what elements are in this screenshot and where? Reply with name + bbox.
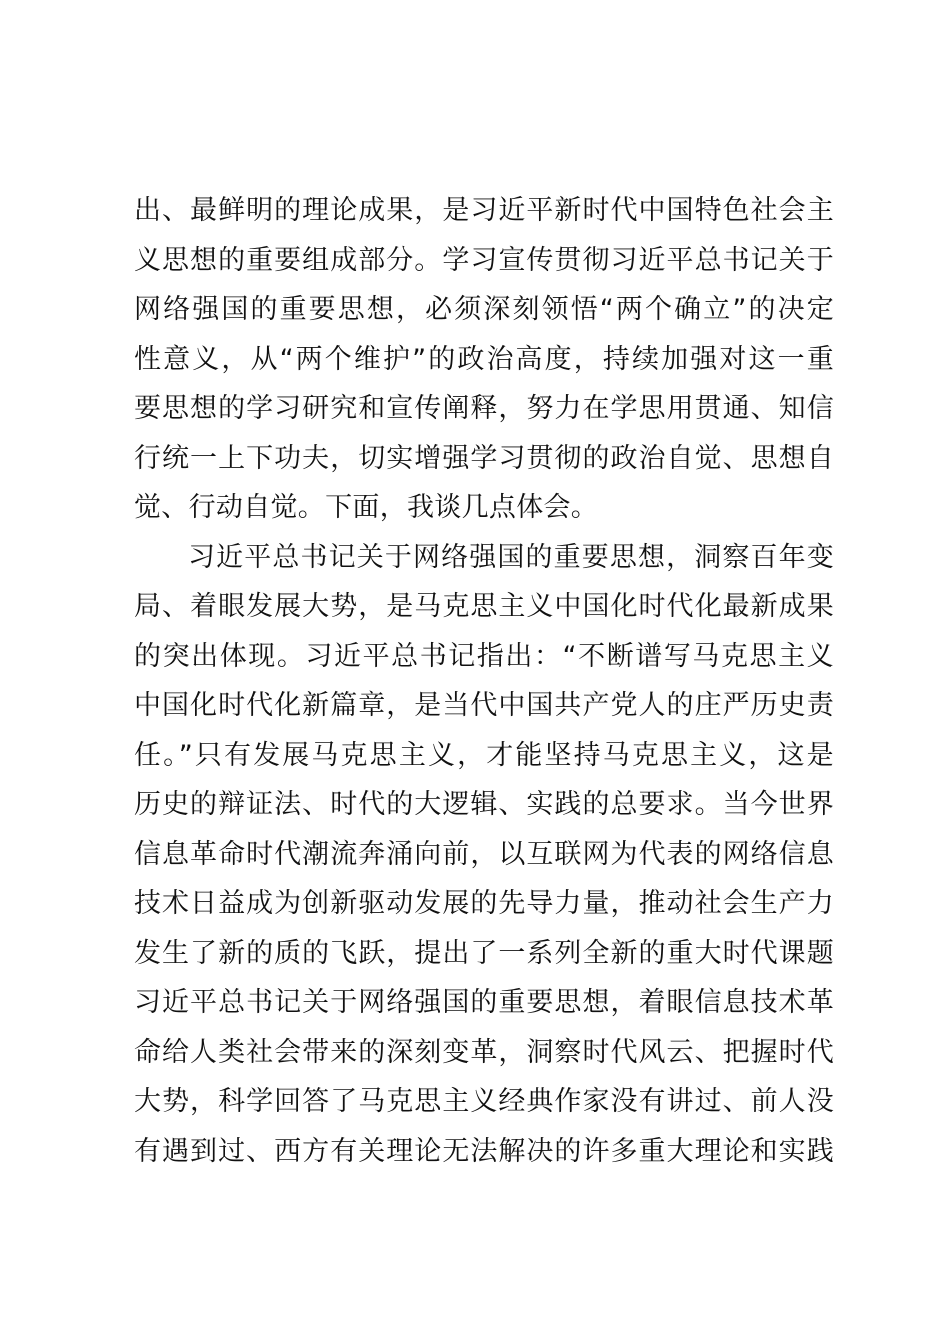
text-line: 性意义，从“两个维护”的政治高度，持续加强对这一重 <box>134 343 834 375</box>
text-line: 网络强国的重要思想，必须深刻领悟“两个确立”的决定 <box>134 294 834 325</box>
text-line: 习近平总书记关于网络强国的重要思想，着眼信息技术革 <box>134 987 834 1018</box>
text-line: 觉、行动自觉。下面，我谈几点体会。 <box>134 492 599 523</box>
text-line: 行统一上下功夫，切实增强学习贯彻的政治自觉、思想自 <box>134 442 834 474</box>
text-line: 义思想的重要组成部分。学习宣传贯彻习近平总书记关于 <box>134 244 834 276</box>
text-line: 命给人类社会带来的深刻变革，洞察时代风云、把握时代 <box>134 1036 834 1068</box>
text-line: 局、着眼发展大势，是马克思主义中国化时代化最新成果 <box>134 591 834 622</box>
text-line: 出、最鲜明的理论成果，是习近平新时代中国特色社会主 <box>134 195 834 226</box>
text-line: 中国化时代化新篇章，是当代中国共产党人的庄严历史责 <box>134 690 834 721</box>
text-line: 任。”只有发展马克思主义，才能坚持马克思主义，这是 <box>134 739 834 771</box>
text-line: 技术日益成为创新驱动发展的先导力量，推动社会生产力 <box>134 888 834 919</box>
text-line: 要思想的学习研究和宣传阐释，努力在学思用贯通、知信 <box>134 393 834 424</box>
text-line: 历史的辩证法、时代的大逻辑、实践的总要求。当今世界 <box>134 789 834 820</box>
text-line: 发生了新的质的飞跃，提出了一系列全新的重大时代课题 <box>134 937 834 969</box>
text-line: 的突出体现。习近平总书记指出：“不断谱写马克思主义 <box>134 640 834 672</box>
paragraph-first-line: 习近平总书记关于网络强国的重要思想，洞察百年变 <box>188 541 834 573</box>
text-line: 大势，科学回答了马克思主义经典作家没有讲过、前人没 <box>134 1086 834 1117</box>
text-line: 信息革命时代潮流奔涌向前，以互联网为代表的网络信息 <box>134 838 834 870</box>
text-line: 有遇到过、西方有关理论无法解决的许多重大理论和实践 <box>134 1135 834 1167</box>
body-text <box>134 186 834 1176</box>
